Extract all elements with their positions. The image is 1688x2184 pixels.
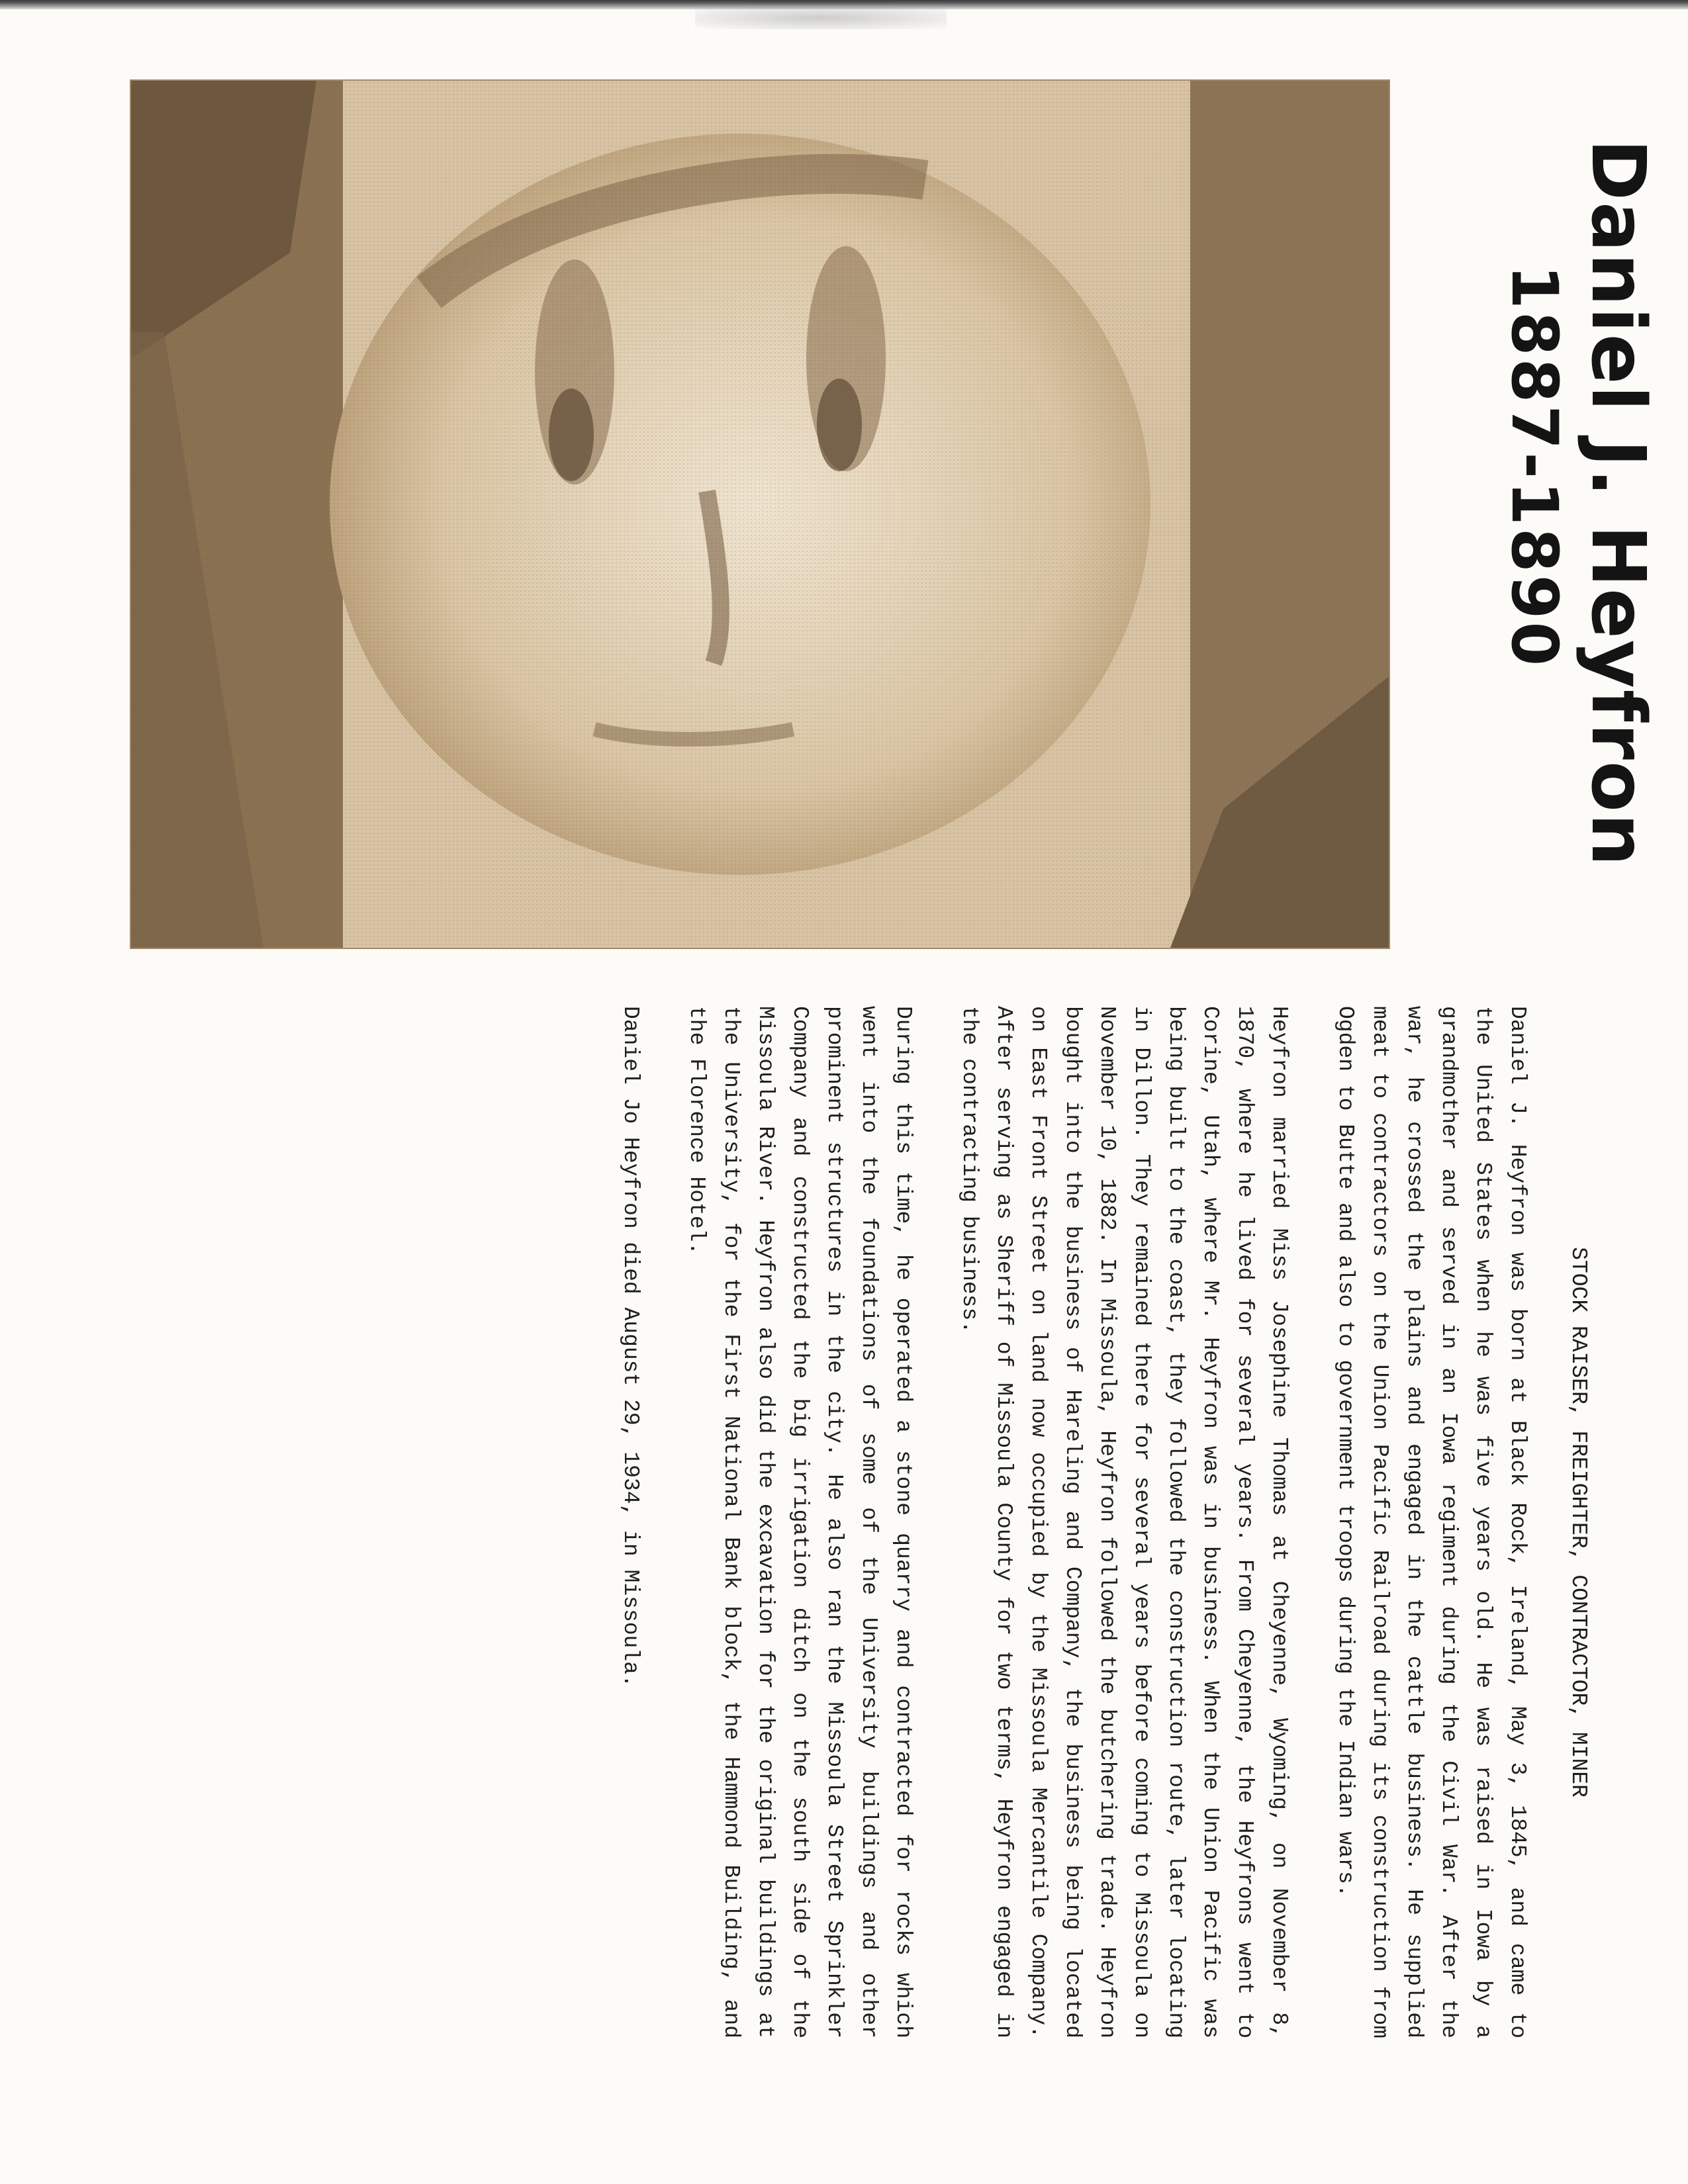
occupation-heading: STOCK RAISER, FREIGHTER, CONTRACTOR, MINER <box>1566 1247 1591 1797</box>
biography-text <box>581 1006 1595 2038</box>
title-block <box>1497 139 1661 999</box>
paragraph: Heyfron married Miss Josephine Thomas at Cheyenne, Wyoming, on November 8, 1870, where he lived for several years. From Cheyenne, the Heyfrons went to Corine, Utah, where Mr. Heyfron was in business. When the Union Pacific was being built to the coast, they followed the construction route, later locating in Dillon. They remained there for several years before coming to Missoula on November 10, 1882. In Missoula, Heyfron followed the butchering trade. Heyfron bought into the business of Hareling and Company, the business being located on East Front Street on land now occupied by the Missoula Mercantile Company. After serving as Sheriff of Missoula County for two terms, Heyfron engaged in the contracting business. <box>957 1006 1291 2038</box>
paragraph: Daniel Jo Heyfron died August 29, 1934, in Missoula. <box>618 1006 643 1688</box>
paragraph: During this time, he operated a stone quarry and contracted for rocks which went into the foundations of some of the University buildings and other prominent structures in the city. He also ran the Missoula Street Sprinkler Company and constructed the big irrigation ditch on the south side of the Missoula River. Heyfron also did the excavation for the original buildings at the University, for the First National Bank block, the Hammond Building, and the Florence Hotel. <box>684 1006 915 2038</box>
person-name: Daniel J. Heyfron <box>1575 139 1661 868</box>
portrait-photo <box>130 79 1390 949</box>
life-dates: 1887-1890 <box>1497 265 1571 669</box>
paragraph: Daniel J. Heyfron was born at Black Rock, Ireland, May 3, 1845, and came to the United States when he was five years old. He was raised in Iowa by a grandmother and served in an Iowa regiment during the Civil War. After the war, he crossed the plains and engaged in the cattle business. He supplied meat to contractors on the Union Pacific Railroad during its construction from Ogden to Butte and also to government troops during the Indian wars. <box>1333 1006 1530 2038</box>
portrait-illustration <box>131 81 1389 948</box>
